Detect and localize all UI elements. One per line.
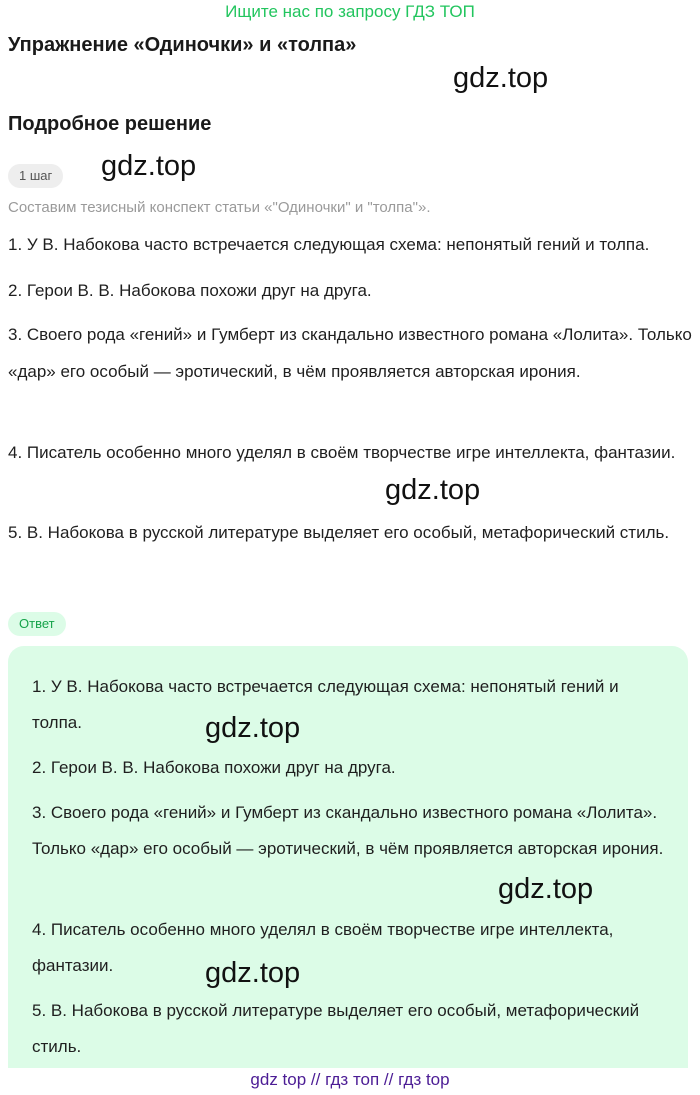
answer-item: 4. Писатель особенно много уделял в своём творчестве игре интеллекта, фантазии. (32, 920, 614, 975)
step-badge: 1 шаг (8, 164, 63, 188)
solution-item: 5. В. Набокова в русской литературе выделяет его особый, метафорический стиль. (8, 523, 670, 542)
answer-item: 5. В. Набокова в русской литературе выделяет его особый, метафорический стиль. (32, 1001, 640, 1056)
watermark: gdz.top (498, 873, 594, 905)
watermark: gdz.top (205, 957, 301, 989)
solution-item: 2. Герои В. В. Набокова похожи друг на друга. (8, 281, 372, 300)
page-title: Упражнение «Одиночки» и «толпа» (8, 34, 357, 56)
answer-badge: Ответ (8, 612, 66, 636)
search-banner: Ищите нас по запросу ГДЗ ТОП (225, 2, 475, 21)
watermark: gdz.top (101, 150, 197, 182)
section-title: Подробное решение (8, 113, 212, 135)
intro-text: Составим тезисный конспект статьи «"Одиночки" и "толпа"». (8, 199, 431, 216)
solution-item: 1. У В. Набокова часто встречается следующая схема: непонятый гений и толпа. (8, 235, 650, 254)
solution-item: 3. Своего рода «гений» и Гумберт из скандально известного романа «Лолита». Только «дар» его особый — эротический, в чём проявляется авторская ирония. (8, 325, 692, 381)
answer-item: 3. Своего рода «гений» и Гумберт из скандально известного романа «Лолита». Только «дар» его особый — эротический, в чём проявляется авторская ирония. (32, 803, 664, 858)
solution-item: 4. Писатель особенно много уделял в своём творчестве игре интеллекта, фантазии. (8, 443, 676, 462)
footer-links: gdz top // гдз топ // гдз top (250, 1070, 450, 1089)
watermark: gdz.top (205, 712, 301, 744)
watermark: gdz.top (453, 62, 549, 94)
watermark: gdz.top (385, 474, 481, 506)
answer-item: 1. У В. Набокова часто встречается следующая схема: непонятый гений и толпа. (32, 677, 619, 732)
answer-item: 2. Герои В. В. Набокова похожи друг на друга. (32, 758, 396, 777)
